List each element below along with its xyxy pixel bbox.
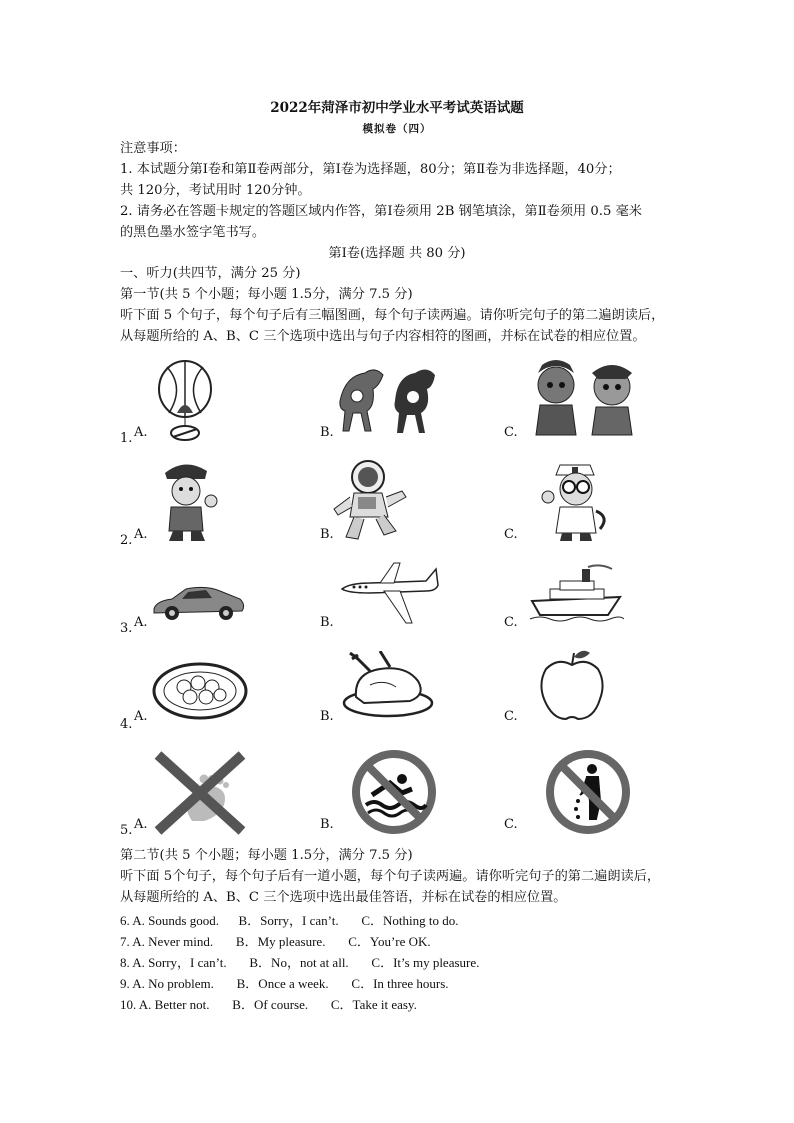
option-c-label[interactable]: C. xyxy=(504,817,518,832)
answer-question-7[interactable]: 7. A. Never mind. B．My pleasure. C．You’re OK. xyxy=(120,934,431,949)
ship-icon xyxy=(528,563,624,625)
no-swimming-icon xyxy=(350,749,438,835)
astronaut-icon xyxy=(328,457,412,541)
airplane-icon xyxy=(340,561,440,627)
option-b-label[interactable]: B. xyxy=(320,817,334,832)
option-a-label[interactable]: A. xyxy=(134,709,148,724)
option-c-label[interactable]: C. xyxy=(504,425,518,440)
no-stepping-icon xyxy=(152,751,248,835)
option-a-label[interactable]: A. xyxy=(134,615,148,630)
option-c-label[interactable]: C. xyxy=(504,709,518,724)
answer-question-8[interactable]: 8. A. Sorry，I can’t. B．No，not at all. C．It’s my pleasure. xyxy=(120,955,480,970)
question-number: 5. xyxy=(120,823,133,838)
option-c-label[interactable]: C. xyxy=(504,527,518,542)
option-b-label[interactable]: B. xyxy=(320,709,334,724)
question-number: 2. xyxy=(120,533,133,548)
notes-line-2: 共 120分，考试用时 120分钟。 xyxy=(120,183,311,198)
section-two-instruction-2: 从每题所给的 A、B、C 三个选项中选出最佳答语，并标在试卷的相应位置。 xyxy=(120,890,567,905)
option-b-label[interactable]: B. xyxy=(320,615,334,630)
exam-title: 2022年菏泽市初中学业水平考试英语试题 xyxy=(270,100,524,116)
option-a-label[interactable]: A. xyxy=(134,817,148,832)
exam-subtitle: 模拟卷（四） xyxy=(362,123,432,135)
answer-question-6[interactable]: 6. A. Sounds good. B．Sorry，I can’t. C．Nothing to do. xyxy=(120,913,459,928)
section-one-instruction-2: 从每题所给的 A、B、C 三个选项中选出与句子内容相符的图画，并标在试卷的相应位置。 xyxy=(120,329,646,344)
no-littering-icon xyxy=(544,749,632,835)
picture-question-1 xyxy=(0,355,794,455)
answer-question-10[interactable]: 10. A. Better not. B．Of course. C．Take it easy. xyxy=(120,997,417,1012)
option-a-label[interactable]: A. xyxy=(134,527,148,542)
picture-question-2 xyxy=(0,455,794,555)
section-one-title: 第一节(共 5 个小题；每小题 1.5分，满分 7.5 分) xyxy=(120,287,413,302)
picture-question-4 xyxy=(0,645,794,745)
notes-line-3: 2. 请务必在答题卡规定的答题区域内作答，第Ⅰ卷须用 2B 钢笔填涂，第Ⅱ卷须用 0.5 毫米 xyxy=(120,204,642,219)
car-icon xyxy=(150,583,246,623)
question-number: 1. xyxy=(120,431,133,446)
picture-question-3 xyxy=(0,555,794,655)
doll-figures-icon xyxy=(528,359,642,439)
apple-icon xyxy=(538,647,608,723)
option-c-label[interactable]: C. xyxy=(504,615,518,630)
part-one-title: 第Ⅰ卷(选择题 共 80 分) xyxy=(328,246,466,261)
police-officer-icon xyxy=(155,457,221,543)
section-one-instruction-1: 听下面 5 个句子，每个句子后有三幅图画，每个句子读两遍。请你听完句子的第二遍朗读后， xyxy=(120,308,665,323)
answer-question-9[interactable]: 9. A. No problem. B．Once a week. C．In three hours. xyxy=(120,976,449,991)
doctor-icon xyxy=(540,457,616,543)
question-number: 3. xyxy=(120,621,133,636)
section-two-instruction-1: 听下面 5个句子，每个句子后有一道小题，每个句子读两遍。请你听完句子的第二遍朗读后， xyxy=(120,869,661,884)
notes-line-4: 的黑色墨水签字笔书写。 xyxy=(120,225,266,240)
question-number: 4. xyxy=(120,717,133,732)
section-two-title: 第二节(共 5 个小题；每小题 1.5分，满分 7.5 分) xyxy=(120,848,413,863)
dumplings-plate-icon xyxy=(152,659,248,721)
picture-question-5 xyxy=(0,745,794,845)
paper-cut-horses-icon xyxy=(335,361,445,437)
option-b-label[interactable]: B. xyxy=(320,425,334,440)
lantern-icon xyxy=(155,357,215,443)
option-b-label[interactable]: B. xyxy=(320,527,334,542)
option-a-label[interactable]: A. xyxy=(134,425,148,440)
notes-heading: 注意事项： xyxy=(120,141,186,156)
roast-chicken-icon xyxy=(340,651,436,719)
listening-section-title: 一、听力(共四节，满分 25 分) xyxy=(120,266,301,281)
notes-line-1: 1. 本试题分第Ⅰ卷和第Ⅱ卷两部分，第Ⅰ卷为选择题，80分；第Ⅱ卷为非选择题，40分； xyxy=(120,162,621,177)
